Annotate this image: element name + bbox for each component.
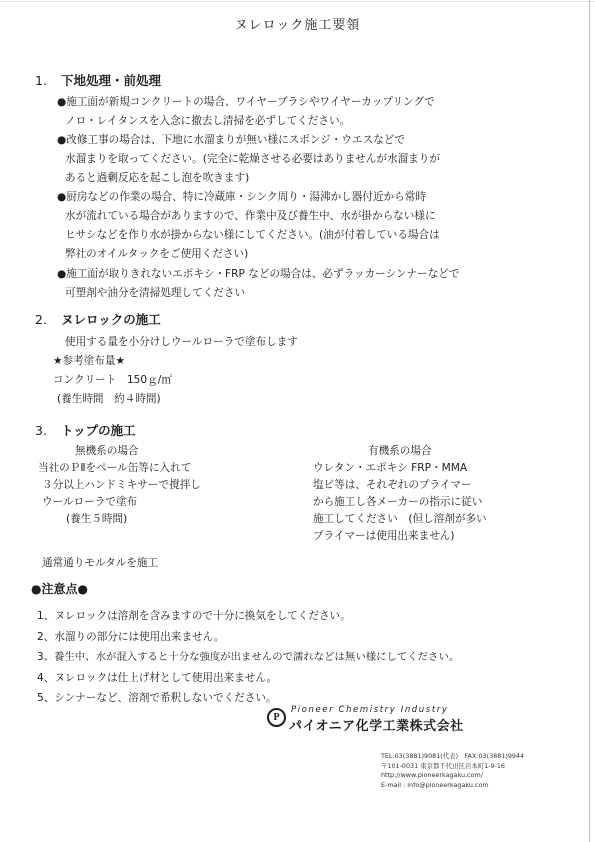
company-contact [381,752,524,790]
inorganic-line2: ３分以上ハンドミキサーで撹拌し [42,479,201,491]
section2-line1: 使用する量を小分けしウールローラで塗布します [65,336,298,348]
note-item-5: 5、シンナーなど、溶剤で希釈しないでください。 [37,692,277,704]
bullet4-line1: ●施工面が取りきれないエポキシ・FRP などの場合は、必ずラッカーシンナーなどで [57,268,460,280]
section1-title: 下地処理・前処理 [61,73,162,88]
contact-email: E-mail : info@pioneerkagaku.com [381,780,489,789]
organic-title: 有機系の場合 [368,445,432,457]
note-item-3: 3、養生中、水が混入すると十分な強度が出ませんので濡れなどは無い様にしてください。 [37,651,460,663]
company-name-english: Pioneer Chemistry Industry [291,705,449,715]
mortar-note: 通常通りモルタルを施工 [42,557,159,569]
inorganic-column [38,443,201,528]
scan-edge-right [589,0,590,842]
bullet2-line3: あると過剰反応を起こし泡を吹きます) [65,172,250,184]
section3-number: 3. [35,423,47,438]
contact-phone-fax: TEL:03(3881)9081(代表) FAX:03(3881)9944 [381,752,525,760]
note-item-4: 4、ヌレロックは仕上げ材として使用出来ません。 [37,671,278,684]
contact-address: 〒101-0031 東京都千代田区岩本町1-9-16 [381,761,505,770]
bullet1-line2: ノロ・レイタンスを入念に撤去し清掃を必ずしてください。 [65,115,351,127]
organic-line1: ウレタン・エポキシ FRP・MMA [313,462,468,474]
section1-number: 1. [35,73,47,88]
section1-heading [35,71,161,89]
bullet2-line2: 水溜まりを取ってください。(完全に乾燥させる必要はありませんが水溜まりが [65,153,440,165]
inorganic-line1: 当社のＰⅡをペール缶等に入れて [38,462,192,474]
notes-list [37,606,459,709]
section2-title: ヌレロックの施工 [61,312,161,327]
company-name-japanese: パイオニア化学工業株式会社 [289,719,464,734]
section3-title: トップの施工 [61,423,136,438]
organic-line4: 施工してください (但し溶剤が多い [313,513,487,525]
section2-number: 2. [35,312,47,327]
organic-line2: 塩ビ等は、それぞれのプライマー [313,479,472,491]
bullet3-line3: ヒサシなどを作り水が掛からない様にしてください。(油が付着している場合は [65,229,440,241]
bullet4-line2: 可塑剤や油分を清掃処理してください [65,287,246,299]
section3-heading [35,421,136,439]
section2-line2: ★参考塗布量★ [53,355,125,367]
pioneer-logo-icon: P [267,708,286,727]
bullet3-line4: 弊社のオイルタックをご使用ください) [65,248,249,260]
contact-website: http://www.pioneerkagaku.com/ [381,771,483,779]
notes-heading: ●注意点● [31,582,88,596]
organic-line5: プライマーは使用出来ません) [313,530,455,542]
bullet3-line1: ●厨房などの作業の場合、特に冷蔵庫・シンク周り・湯沸かし器付近から常時 [57,191,426,203]
note-item-2: 2、水溜りの部分には使用出来ません。 [37,630,225,643]
inorganic-line4: (養生５時間) [66,513,128,525]
inorganic-line3: ウールローラで塗布 [42,496,138,508]
organic-column [313,443,487,545]
scan-edge-top [0,1,595,2]
organic-line3: から施工し各メーカーの指示に従い [313,496,483,508]
bullet1-line1: ●施工面が新規コンクリートの場合、ワイヤーブラシやワイヤーカップリングで [57,96,435,108]
section2-line3: コンクリート 150ｇ/㎡ [53,374,172,386]
inorganic-title: 無機系の場合 [75,445,139,457]
note-item-1: 1、ヌレロックは溶剤を含みますので十分に換気をしてください。 [37,610,351,622]
section2-line4: (養生時間 約４時間) [57,393,161,405]
section2-heading [35,310,161,328]
bullet3-line2: 水が流れている場合がありますので、作業中及び養生中、水が掛からない様に [65,210,436,222]
document-title: ヌレロック施工要領 [234,18,361,33]
bullet2-line1: ●改修工事の場合は、下地に水溜まりが無い様にスポンジ・ウエスなどで [57,134,405,146]
